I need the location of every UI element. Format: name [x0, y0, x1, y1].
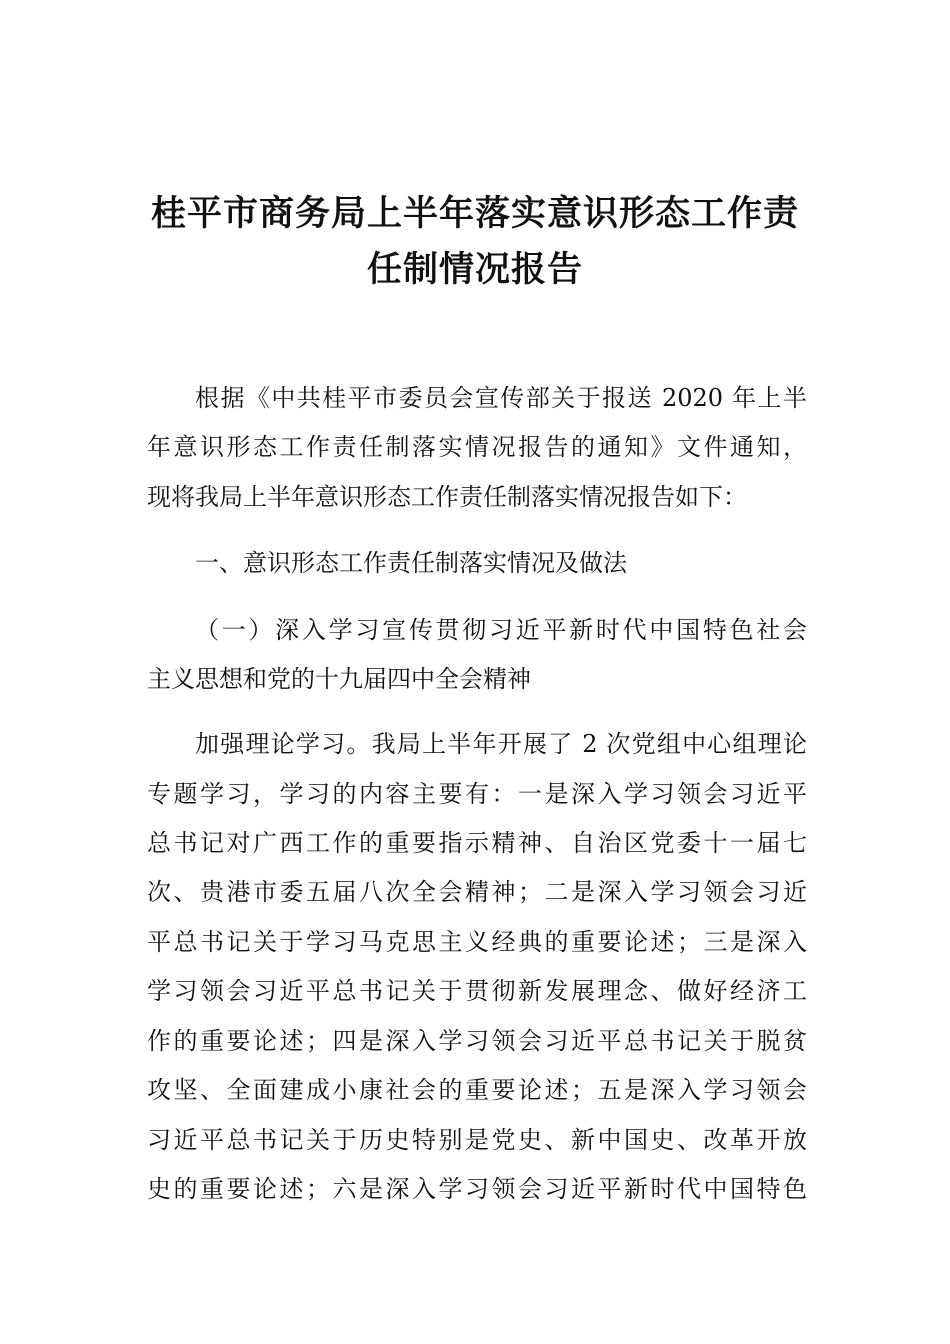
intro-line-3: 现将我局上半年意识形态工作责任制落实情况报告如下： — [147, 483, 747, 511]
intro-line-1: 根据《中共桂平市委员会宣传部关于报送 2020 年上半 — [195, 384, 807, 412]
paragraph-line-1: 加强理论学习。我局上半年开展了 2 次党组中心组理论 — [195, 730, 807, 758]
paragraph-line-3: 总书记对广西工作的重要指示精神、自治区党委十一届七 — [147, 829, 807, 857]
section-heading-1: 一、意识形态工作责任制落实情况及做法 — [195, 549, 627, 577]
paragraph-line-8: 攻坚、全面建成小康社会的重要论述；五是深入学习领会 — [147, 1076, 807, 1104]
subsection-heading-line-2: 主义思想和党的十九届四中全会精神 — [147, 665, 531, 693]
subsection-heading-line-1: （一）深入学习宣传贯彻习近平新时代中国特色社会 — [195, 616, 807, 644]
title-line-2: 任制情况报告 — [366, 249, 583, 290]
title-line-1: 桂平市商务局上半年落实意识形态工作责 — [150, 193, 799, 234]
paragraph-line-7: 作的重要论述；四是深入学习领会习近平总书记关于脱贫 — [147, 1027, 807, 1055]
paragraph-line-4: 次、贵港市委五届八次全会精神；二是深入学习领会习近 — [147, 878, 807, 906]
intro-line-2: 年意识形态工作责任制落实情况报告的通知》文件通知， — [147, 433, 807, 461]
paragraph-line-5: 平总书记关于学习马克思主义经典的重要论述；三是深入 — [147, 928, 807, 956]
paragraph-line-9: 习近平总书记关于历史特别是党史、新中国史、改革开放 — [147, 1126, 807, 1154]
document-title — [120, 186, 830, 298]
paragraph-line-10: 史的重要论述；六是深入学习领会习近平新时代中国特色 — [147, 1175, 807, 1203]
paragraph-line-2: 专题学习，学习的内容主要有：一是深入学习领会习近平 — [147, 780, 807, 808]
paragraph-line-6: 学习领会习近平总书记关于贯彻新发展理念、做好经济工 — [147, 977, 807, 1005]
